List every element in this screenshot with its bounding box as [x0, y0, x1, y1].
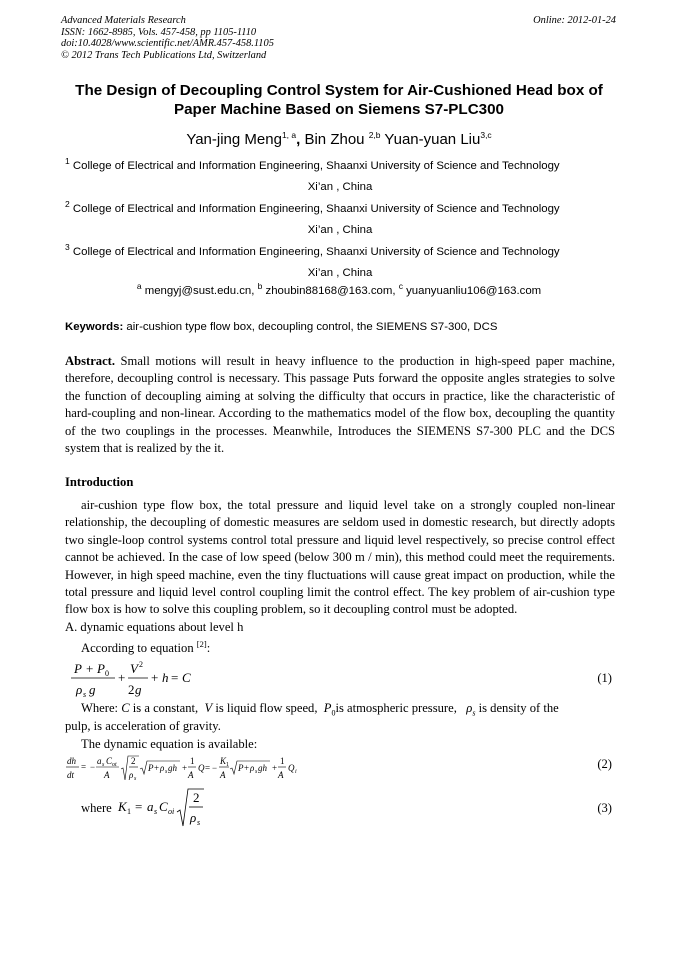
- author-name: Bin Zhou: [304, 131, 365, 148]
- section-heading: Introduction: [65, 475, 134, 489]
- where-label-eq3: where: [81, 801, 112, 815]
- abstract-label: Abstract.: [65, 354, 116, 368]
- svg-text:P: P: [238, 763, 244, 773]
- author-name: Yuan-yuan Liu: [384, 131, 481, 148]
- dynamic-equation-intro: The dynamic equation is available:: [81, 737, 258, 751]
- svg-text:a: a: [147, 799, 154, 814]
- svg-text:0: 0: [105, 669, 109, 678]
- reference-marker: [2]: [196, 639, 207, 650]
- affiliation: [65, 156, 615, 198]
- author-sup: 2,b: [368, 130, 381, 140]
- symbol-c: C: [121, 701, 130, 715]
- email-sup: a: [136, 281, 142, 292]
- svg-text:1: 1: [280, 756, 285, 766]
- svg-text:2: 2: [139, 660, 143, 669]
- abstract-text: Small motions will result in heavy influence to the production in high-speed paper machine, therefore, decoupling control is necessary. This passage Puts forward the opposite angles strategies to solve the function of decoupling aiming at solving the difficulty that occurs in practice, like the characteristic of hard-coupling and non-linear. According to the mathematics model of the flow box, decoupling the quantity of the two couplings in the processes. Meanwhile, Introduces the SIEMENS S7-300 PLC and the DCS system that is realized by the it.: [65, 354, 615, 456]
- according-text: According to equation: [81, 641, 194, 656]
- symbol-p0-desc: is atmospheric pressure,: [335, 701, 457, 715]
- where-label: Where:: [81, 701, 119, 715]
- email-sup: b: [257, 281, 263, 292]
- svg-text:P: P: [97, 661, 105, 676]
- svg-text:g: g: [89, 682, 96, 697]
- svg-text:s: s: [154, 807, 158, 816]
- author-sup: 1, a: [281, 130, 297, 140]
- equation-number: (1): [597, 671, 612, 685]
- svg-text:s: s: [165, 769, 168, 775]
- svg-text:A: A: [220, 770, 226, 780]
- affiliation-city: Xi’an , China: [307, 181, 373, 193]
- svg-text:s: s: [255, 769, 258, 775]
- svg-text:ot: ot: [112, 762, 117, 768]
- svg-text:P: P: [74, 661, 82, 676]
- email-address[interactable]: mengyj@sust.edu.cn,: [144, 285, 255, 297]
- paper-title: The Design of Decoupling Control System for Air-Cushioned Head box of Paper Machine Based on Siemens S7-PLC300: [75, 82, 603, 118]
- introduction-paragraph: [65, 497, 615, 658]
- equation-intro: According to equation [2]:: [81, 639, 211, 656]
- symbol-v-desc: is liquid flow speed,: [215, 701, 318, 715]
- email-address[interactable]: zhoubin88168@163.com,: [265, 285, 396, 297]
- keywords: [65, 321, 615, 333]
- svg-text:ρ: ρ: [160, 763, 165, 773]
- equation-1: [68, 660, 198, 700]
- svg-text:dt: dt: [67, 770, 75, 780]
- svg-text:s: s: [134, 776, 137, 782]
- svg-text:1: 1: [226, 762, 229, 768]
- svg-text:ρ: ρ: [190, 810, 197, 825]
- equation-2: [66, 752, 306, 788]
- affiliation-city: Xi’an , China: [307, 267, 373, 279]
- svg-text:+: +: [86, 661, 94, 676]
- symbol-rho-desc: is density of the: [478, 701, 559, 715]
- author-name: Yan-jing Meng: [186, 131, 282, 148]
- affiliation-text: College of Electrical and Information Engineering, Shaanxi University of Science and Technology: [72, 246, 560, 258]
- svg-text:P: P: [148, 763, 154, 773]
- svg-text:K: K: [220, 756, 227, 766]
- svg-text:K: K: [118, 799, 127, 814]
- where-definitions-continued: pulp, is acceleration of gravity.: [65, 719, 221, 733]
- svg-text:1: 1: [127, 807, 131, 816]
- svg-text:s: s: [197, 818, 201, 827]
- symbol-v: V: [204, 701, 213, 715]
- subsection-heading: A. dynamic equations about level h: [65, 619, 244, 634]
- svg-text:+: +: [151, 670, 159, 685]
- svg-text:s: s: [83, 690, 87, 699]
- svg-text:+: +: [182, 763, 188, 773]
- equation-3: [116, 786, 216, 830]
- symbol-c-desc: is a constant,: [132, 701, 199, 715]
- equation-number: (3): [597, 801, 612, 815]
- journal-name: Advanced Materials Research: [61, 15, 186, 26]
- svg-text:s: s: [102, 762, 105, 768]
- svg-text:+: +: [118, 670, 126, 685]
- svg-text:h: h: [162, 670, 169, 685]
- equation-number: (2): [597, 757, 612, 771]
- svg-text:oi: oi: [168, 807, 175, 816]
- svg-text:Q: Q: [288, 763, 295, 773]
- doi-line: doi:10.4028/www.scientific.net/AMR.457-458.1105: [61, 38, 274, 50]
- svg-text:V: V: [130, 661, 138, 676]
- svg-text:g: g: [135, 682, 142, 697]
- symbol-rho: ρ: [466, 701, 473, 715]
- author-list: Yan-jing Meng$^{1, a}$, Bin Zhou $^{2,b}$ Yuan-yuan Liu$^{3,c}$: [186, 130, 492, 148]
- keywords-text: air-cushion type flow box, decoupling control, the SIEMENS S7-300, DCS: [126, 321, 498, 333]
- svg-text:ρ: ρ: [76, 682, 83, 697]
- svg-text:ρ: ρ: [129, 770, 134, 780]
- svg-text:+: +: [272, 763, 278, 773]
- affiliation-text: College of Electrical and Information Engineering, Shaanxi University of Science and Technology: [72, 203, 560, 215]
- author-sup: 3,c: [480, 130, 492, 140]
- svg-text:A: A: [104, 770, 110, 780]
- svg-text:=: =: [81, 762, 87, 772]
- svg-text:C: C: [106, 756, 113, 766]
- svg-text:+: +: [154, 763, 160, 773]
- svg-text:dh: dh: [67, 756, 76, 766]
- affiliation-number: 1: [65, 156, 70, 167]
- svg-text:2: 2: [128, 682, 135, 697]
- affiliation-number: 3: [65, 242, 70, 253]
- email-sup: c: [398, 281, 403, 292]
- svg-text:ρ: ρ: [250, 763, 255, 773]
- svg-text:+: +: [244, 763, 250, 773]
- svg-text:1: 1: [190, 756, 195, 766]
- svg-text:=: =: [171, 670, 179, 685]
- affiliation-text: College of Electrical and Information Engineering, Shaanxi University of Science and Technology: [72, 160, 560, 172]
- svg-text:a: a: [97, 756, 102, 766]
- svg-text:2: 2: [193, 790, 200, 805]
- keywords-label: Keywords:: [65, 321, 124, 333]
- svg-text:gh: gh: [258, 763, 267, 773]
- svg-text:C: C: [182, 670, 191, 685]
- svg-text:−: −: [212, 763, 218, 773]
- symbol-rho-sub: s: [472, 708, 476, 718]
- svg-text:A: A: [278, 770, 284, 780]
- svg-text:gh: gh: [168, 763, 177, 773]
- svg-text:2: 2: [131, 756, 136, 766]
- abstract: [65, 353, 615, 457]
- paragraph-text: air-cushion type flow box, the total pressure and liquid level take on a strongly coupled non-linear relationship, the decoupling of domestic measures are seldom used in domestic research, but directly adopts two single-loop control systems control total pressure and liquid level respectively, so precise control effect cannot be achieved. In the case of low speed (below 300 m / min), this method could meet the requirements. However, in high speed machine, even the tiny fluctuations will cause great impact on production, while the total pressure and liquid level control coupling limit the control effect. The key problem of air-cushion type flow box is how to solve this coupling problem, so it decoupling control must be adopted.: [65, 498, 615, 617]
- affiliation: [65, 242, 615, 284]
- svg-text:i: i: [295, 769, 297, 775]
- journal-header: [61, 15, 274, 61]
- online-date: Online: 2012-01-24: [533, 15, 616, 26]
- svg-text:A: A: [188, 770, 194, 780]
- symbol-p0-sub: 0: [331, 708, 336, 718]
- svg-text:=: =: [205, 763, 211, 773]
- affiliation-number: 2: [65, 199, 70, 210]
- svg-text:−: −: [90, 762, 96, 772]
- email-address[interactable]: yuanyuanliu106@163.com: [406, 285, 542, 297]
- svg-text:Q: Q: [198, 763, 205, 773]
- affiliation-city: Xi’an , China: [307, 224, 373, 236]
- svg-text:C: C: [159, 799, 168, 814]
- copyright-line: © 2012 Trans Tech Publications Ltd, Switzerland: [61, 49, 267, 61]
- email-list: [0, 281, 678, 297]
- affiliation: [65, 199, 615, 241]
- issn-line: ISSN: 1662-8985, Vols. 457-458, pp 1105-1110: [61, 26, 257, 38]
- svg-text:=: =: [135, 799, 143, 814]
- symbol-p0: P: [323, 701, 332, 715]
